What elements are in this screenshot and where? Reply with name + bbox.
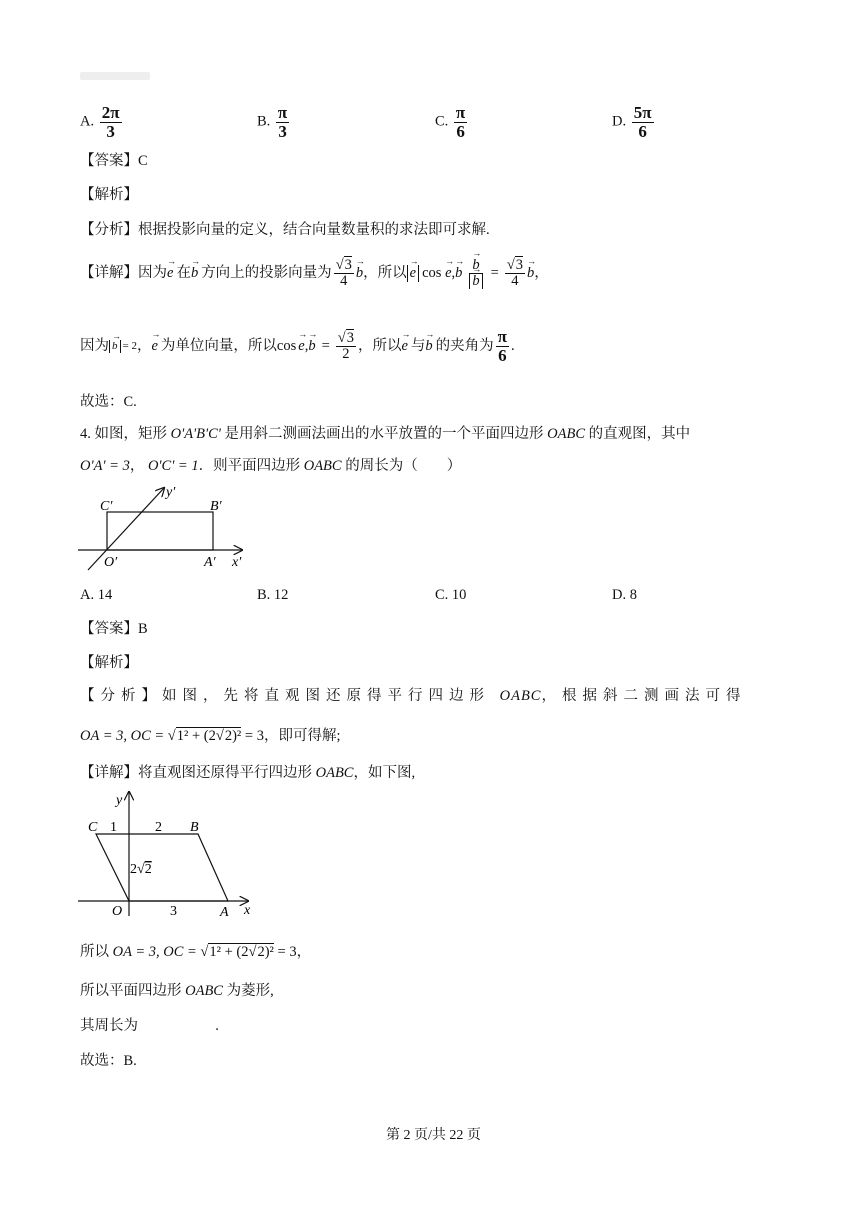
q4-figure-intuitive (78, 484, 254, 572)
q3-detail-line2: 因为 → b = 2 ， → e 为单位向量，所以 cos → e,→ b = $\frac{√3}{2}$ ，所以 → e 与 → b 的夹角为 $\frac{\pi}{6}$ . (80, 328, 515, 365)
parallelogram-oabc (96, 834, 228, 901)
label-x: x (244, 903, 251, 918)
q4-figure-original (78, 788, 258, 920)
q4-so-eq: 所以 OA = 3, OC = √1² + (2√2)² = 3， (80, 944, 312, 960)
label-y-prime: y′ (166, 485, 176, 500)
faded-watermark (80, 72, 150, 80)
q3-option-b: B. $\frac{\pi}{3}$ (257, 103, 288, 141)
q3-option-c: C. $\frac{\pi}{6}$ (435, 103, 466, 141)
q3-fenxi: 【分析】根据投影向量的定义，结合向量数量积的求法即可求解. (80, 222, 490, 238)
label-o-prime: O′ (104, 555, 118, 570)
label-2root2: 2√2 (130, 862, 152, 877)
label-a: A (220, 905, 229, 920)
q4-rhombus: 所以平面四边形 OABC 为菱形, (80, 983, 274, 999)
label-c-prime: C′ (100, 499, 113, 514)
q4-fenxi-eq: OA = 3, OC = √1² + (2√2)² = 3，即可得解; (80, 728, 341, 744)
q4-analysis-label: 【解析】 (80, 655, 138, 671)
q4-perimeter: 其周长为 . (80, 1018, 219, 1034)
q3-final: 故选：C. (80, 394, 137, 410)
label-two: 2 (155, 820, 162, 835)
label-a-prime: A′ (204, 555, 216, 570)
q3-option-a: A. $\frac{2\pi}{3}$ (80, 103, 120, 141)
q3-detail-line1: 【详解】 因为 → e 在 → b 方向上的投影向量为 $\frac{√3}{4}$ → b ，所以 → e cos → e,→ b → b → b = $\frac{√3}{4}$ → b ， (80, 258, 549, 289)
q4-final: 故选：B. (80, 1053, 137, 1069)
q4-detail: 【详解】将直观图还原得平行四边形 OABC，如下图, (80, 765, 416, 781)
q3-answer: 【答案】C (80, 153, 148, 169)
q4-option-c: C. 10 (435, 587, 467, 603)
label-o: O (112, 904, 123, 919)
label-b: B (190, 820, 199, 835)
q4-option-d: D. 8 (612, 587, 637, 603)
page-footer: 第 2 页/共 22 页 (386, 1128, 481, 1143)
q3-analysis-label: 【解析】 (80, 187, 138, 203)
label-one: 1 (110, 820, 117, 835)
q4-answer: 【答案】B (80, 621, 148, 637)
q4-stem-line1: 4. 如图，矩形 O'A'B'C' 是用斜二测画法画出的水平放置的一个平面四边形 OABC 的直观图，其中 (80, 426, 691, 442)
label-b-prime: B′ (210, 499, 222, 514)
q4-option-a: A. 14 (80, 587, 113, 603)
label-c: C (88, 820, 98, 835)
label-x-prime: x′ (232, 555, 242, 570)
q4-option-b: B. 12 (257, 587, 289, 603)
rectangle-prime (107, 512, 213, 550)
label-three: 3 (170, 904, 177, 919)
q3-option-d: D. $\frac{5\pi}{6}$ (612, 103, 652, 141)
q4-fenxi: 【分析】如图，先将直观图还原得平行四边形 OABC，根据斜二测画法可得 (80, 688, 747, 704)
label-y: y (116, 793, 123, 808)
q4-stem-line2: O'A' = 3， O'C' = 1．则平面四边形 OABC 的周长为（ ） (80, 458, 462, 474)
